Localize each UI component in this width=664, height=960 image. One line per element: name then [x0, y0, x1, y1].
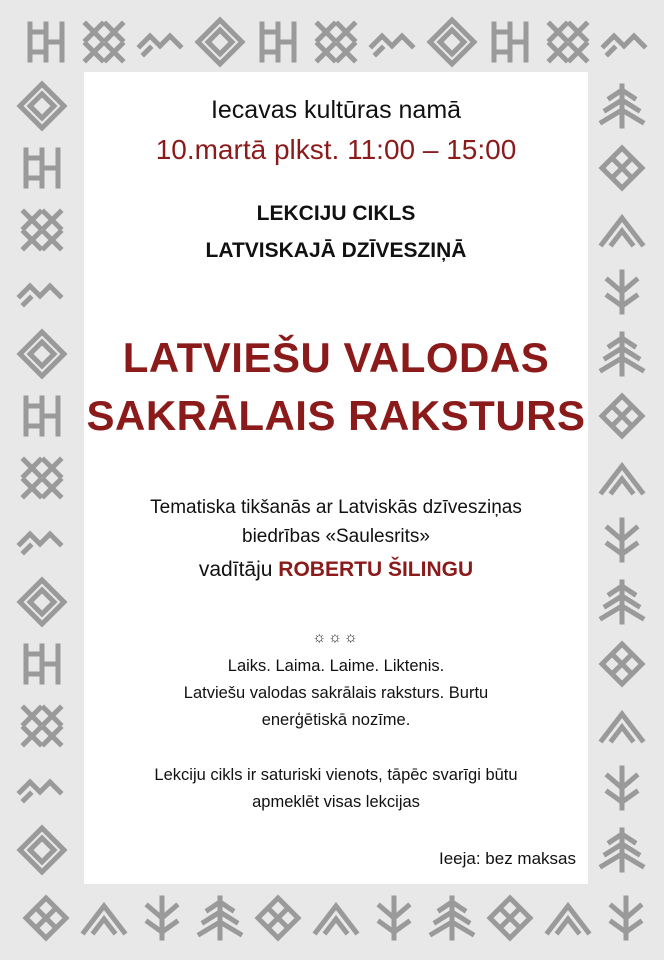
ladder-sign-icon — [16, 142, 68, 194]
diamond-cross-sign-icon — [16, 80, 68, 132]
tree-sign-icon — [596, 514, 648, 566]
snake-sign-icon — [368, 16, 420, 68]
cross-sign-icon — [484, 892, 536, 944]
double-x-sign-icon — [542, 16, 594, 68]
diamond-cross-sign-icon — [16, 824, 68, 876]
body-line4: Lekciju cikls ir saturiski vienots, tāpēc svarīgi būtu — [154, 766, 518, 784]
snake-sign-icon — [16, 266, 68, 318]
snake-sign-icon — [16, 514, 68, 566]
ladder-sign-icon — [20, 16, 72, 68]
lecture-series-subheading: LATVISKAJĀ DZĪVESZIŅĀ — [205, 239, 467, 262]
cross-sign-icon — [596, 638, 648, 690]
double-x-sign-icon — [310, 16, 362, 68]
spruce-sign-icon — [194, 892, 246, 944]
tree-sign-icon — [136, 892, 188, 944]
double-x-sign-icon — [16, 700, 68, 752]
diamond-cross-sign-icon — [426, 16, 478, 68]
diamond-cross-sign-icon — [194, 16, 246, 68]
body-line5: apmeklēt visas lekcijas — [252, 793, 420, 811]
venue-text: Iecavas kultūras namā — [210, 96, 462, 124]
spruce-sign-icon — [596, 328, 648, 380]
mountain-sign-icon — [542, 892, 594, 944]
body-line3: enerģētiskā nozīme. — [261, 711, 411, 729]
main-title-line1: LATVIEŠU VALODAS — [122, 334, 550, 381]
mountain-sign-icon — [310, 892, 362, 944]
cross-sign-icon — [252, 892, 304, 944]
spruce-sign-icon — [596, 80, 648, 132]
body-line1: Laiks. Laima. Laime. Liktenis. — [227, 657, 445, 675]
ladder-sign-icon — [16, 390, 68, 442]
mountain-sign-icon — [78, 892, 130, 944]
main-title-line2: SAKRĀLAIS RAKSTURS — [86, 392, 586, 439]
spruce-sign-icon — [596, 824, 648, 876]
snake-sign-icon — [136, 16, 188, 68]
mountain-sign-icon — [596, 452, 648, 504]
diamond-cross-sign-icon — [16, 576, 68, 628]
description-line3 — [84, 558, 588, 582]
mountain-sign-icon — [596, 700, 648, 752]
tree-sign-icon — [368, 892, 420, 944]
description-line3-prefix: vadītāju — [198, 558, 273, 581]
description-line2: biedrības «Saulesrits» — [242, 526, 430, 547]
diamond-cross-sign-icon — [16, 328, 68, 380]
event-date-time: 10.martā plkst. 11:00 – 15:00 — [155, 134, 517, 165]
ladder-sign-icon — [16, 638, 68, 690]
cross-sign-icon — [596, 390, 648, 442]
double-x-sign-icon — [16, 204, 68, 256]
tree-sign-icon — [596, 762, 648, 814]
ladder-sign-icon — [484, 16, 536, 68]
entry-info: Ieeja: bez maksas — [438, 849, 576, 868]
ladder-sign-icon — [252, 16, 304, 68]
tree-sign-icon — [600, 892, 652, 944]
poster-panel — [84, 72, 588, 884]
spruce-sign-icon — [426, 892, 478, 944]
cross-sign-icon — [596, 142, 648, 194]
description-line1: Tematiska tikšanās ar Latviskās dzīvesziņas — [150, 497, 522, 518]
lecture-series-heading: LEKCIJU CIKLS — [256, 202, 416, 225]
body-line2: Latviešu valodas sakrālais raksturs. Burtu — [183, 684, 489, 702]
snake-sign-icon — [16, 762, 68, 814]
spruce-sign-icon — [596, 576, 648, 628]
sun-separator-icon: ☼☼☼ — [312, 629, 360, 646]
snake-sign-icon — [600, 16, 652, 68]
double-x-sign-icon — [78, 16, 130, 68]
mountain-sign-icon — [596, 204, 648, 256]
tree-sign-icon — [596, 266, 648, 318]
double-x-sign-icon — [16, 452, 68, 504]
speaker-name: ROBERTU ŠILINGU — [278, 558, 474, 581]
cross-sign-icon — [20, 892, 72, 944]
